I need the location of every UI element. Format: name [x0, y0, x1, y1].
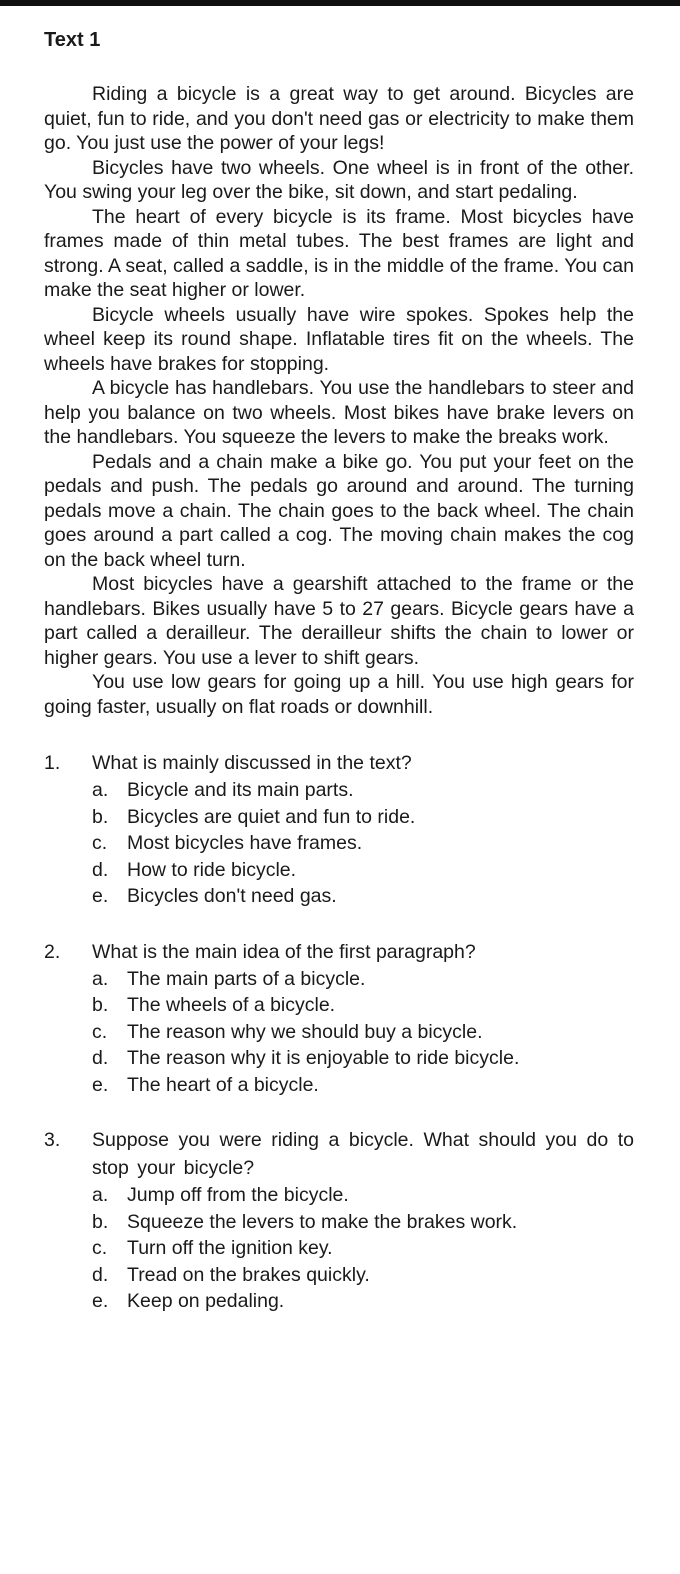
option-letter: d.	[92, 1047, 109, 1069]
question-text: What is the main idea of the first paragraph?	[92, 940, 476, 963]
option-list	[44, 1182, 634, 1315]
option-letter: a.	[92, 779, 109, 801]
option-c[interactable]	[92, 830, 634, 857]
paragraph: You use low gears for going up a hill. You use high gears for going faster, usually on flat roads or downhill.	[44, 671, 634, 718]
option-text: Tread on the brakes quickly.	[127, 1263, 370, 1286]
question-number: 1.	[44, 752, 61, 774]
option-letter: b.	[92, 805, 109, 828]
option-list	[44, 777, 634, 910]
option-b[interactable]	[92, 992, 634, 1019]
option-text: How to ride bicycle.	[127, 858, 297, 881]
question-number: 2.	[44, 940, 61, 963]
question-3	[44, 1126, 634, 1315]
question-text: Suppose you were riding a bicycle. What should you do to stop your bicycle?	[92, 1129, 634, 1179]
option-letter: c.	[92, 1237, 108, 1259]
option-letter: d.	[92, 1263, 109, 1286]
option-letter: b.	[92, 1210, 109, 1233]
option-d[interactable]	[92, 857, 634, 884]
option-b[interactable]	[92, 1209, 634, 1236]
option-letter: a.	[92, 1184, 109, 1206]
paragraph: Bicycle wheels usually have wire spokes. Spokes help the wheel keep its round shape. Inflatable tires fit on the wheels. The wheels have brakes for stopping.	[44, 303, 634, 375]
option-e[interactable]	[92, 1288, 634, 1315]
option-text: Bicycles don't need gas.	[127, 885, 337, 907]
option-list	[44, 966, 634, 1099]
option-e[interactable]	[92, 883, 634, 910]
option-e[interactable]	[92, 1072, 634, 1099]
paragraph: A bicycle has handlebars. You use the handlebars to steer and help you balance on two wheels. Most bikes have brake levers on the handlebars. You squeeze the levers to make the breaks work.	[44, 377, 634, 448]
paragraph: Pedals and a chain make a bike go. You put your feet on the pedals and push. The pedals go around and around. The turning pedals move a chain. The chain goes to the back wheel. The chain goes around a part called a cog. The moving chain makes the cog on the back wheel turn.	[44, 450, 634, 571]
question-text: What is mainly discussed in the text?	[92, 752, 412, 774]
option-letter: c.	[92, 832, 108, 854]
option-c[interactable]	[92, 1019, 634, 1046]
option-text: Squeeze the levers to make the brakes work.	[127, 1210, 518, 1233]
paragraph: Riding a bicycle is a great way to get around. Bicycles are quiet, fun to ride, and you don't need gas or electricity to make them go. You just use the power of your legs!	[44, 83, 634, 154]
option-letter: d.	[92, 858, 109, 881]
option-a[interactable]	[92, 777, 634, 804]
option-letter: c.	[92, 1020, 108, 1043]
top-edge-bar	[0, 0, 680, 6]
document-page	[44, 26, 634, 1343]
option-b[interactable]	[92, 804, 634, 831]
option-text: The reason why it is enjoyable to ride bicycle.	[127, 1047, 520, 1069]
question-number: 3.	[44, 1129, 61, 1151]
option-a[interactable]	[92, 966, 634, 993]
paragraph: The heart of every bicycle is its frame. Most bicycles have frames made of thin metal tubes. The best frames are light and strong. A seat, called a saddle, is in the middle of the frame. You can make the seat higher or lower.	[44, 205, 634, 301]
option-text: Jump off from the bicycle.	[127, 1184, 349, 1206]
paragraph: Bicycles have two wheels. One wheel is in front of the other. You swing your leg over the bike, sit down, and start pedaling.	[44, 156, 634, 203]
document-title: Text 1	[44, 29, 101, 51]
option-letter: a.	[92, 967, 109, 990]
option-text: Turn off the ignition key.	[127, 1237, 333, 1259]
option-a[interactable]	[92, 1182, 634, 1209]
option-c[interactable]	[92, 1235, 634, 1262]
option-text: Bicycle and its main parts.	[127, 779, 354, 801]
option-letter: e.	[92, 885, 109, 907]
option-text: The heart of a bicycle.	[127, 1073, 319, 1096]
option-letter: e.	[92, 1290, 109, 1312]
paragraph: Most bicycles have a gearshift attached to the frame or the handlebars. Bikes usually have 5 to 27 gears. Bicycle gears have a part called a derailleur. The derailleur shifts the chain to lower or higher gears. You use a lever to shift gears.	[44, 573, 634, 669]
option-text: The wheels of a bicycle.	[127, 994, 336, 1016]
option-text: Keep on pedaling.	[127, 1290, 285, 1312]
option-letter: e.	[92, 1073, 109, 1096]
option-letter: b.	[92, 994, 109, 1016]
reading-text	[44, 82, 634, 719]
option-text: Bicycles are quiet and fun to ride.	[127, 805, 416, 828]
option-text: The main parts of a bicycle.	[127, 967, 366, 990]
question-list	[44, 749, 634, 1315]
option-d[interactable]	[92, 1045, 634, 1072]
option-text: Most bicycles have frames.	[127, 832, 363, 854]
question-1	[44, 749, 634, 910]
option-d[interactable]	[92, 1262, 634, 1289]
option-text: The reason why we should buy a bicycle.	[127, 1020, 483, 1043]
question-2	[44, 938, 634, 1099]
